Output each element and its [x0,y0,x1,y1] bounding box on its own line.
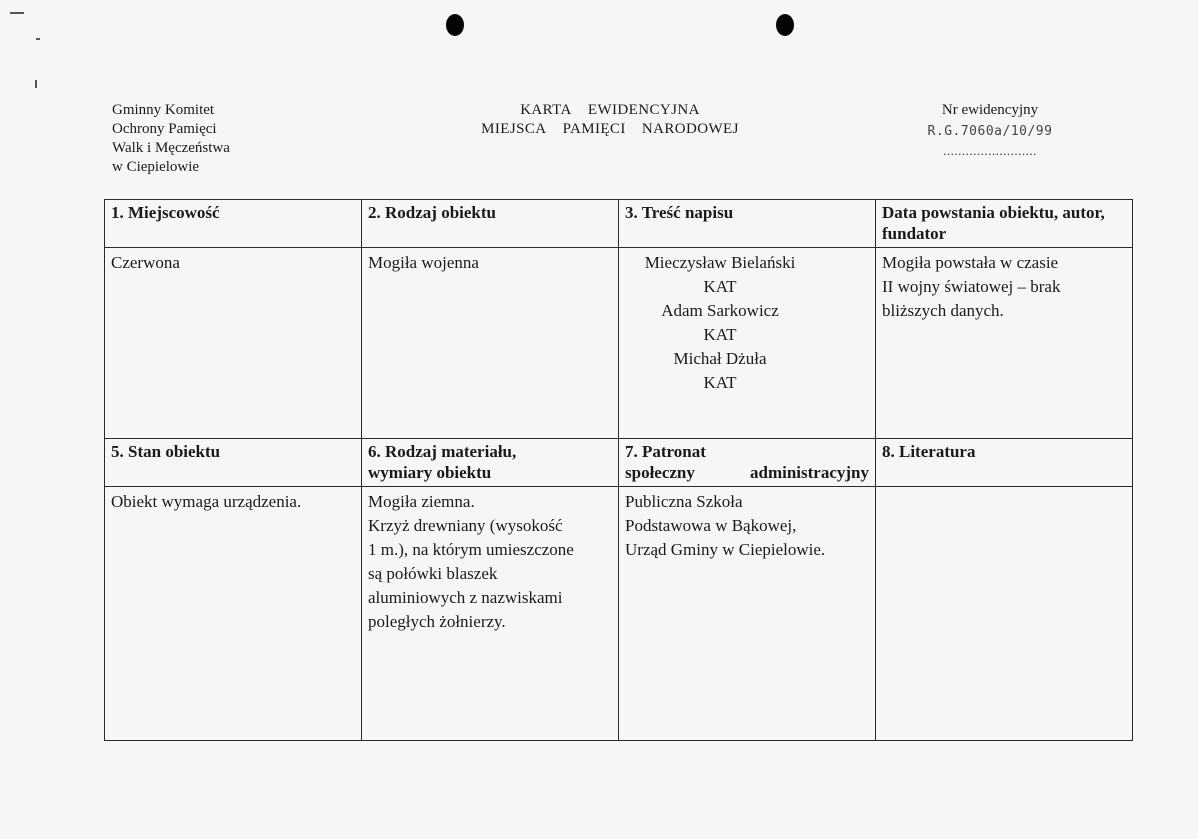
cell-miejscowosc: Czerwona [105,248,362,439]
inscription-line: Michał Dżuła [673,349,767,368]
inscription-line: KAT [703,373,737,392]
date-line: II wojny światowej – brak [882,277,1061,296]
header-literatura: 8. Literatura [876,439,1133,487]
header-line: 6. Rodzaj materiału, [368,442,517,461]
committee-line: w Ciepielowie [112,159,200,175]
scan-speck [36,38,40,40]
title-word: KARTA [520,102,572,118]
title-word: PAMIĘCI [562,121,626,137]
punch-hole-left [446,14,464,36]
patronat-line: Publiczna Szkoła [625,492,743,511]
date-line: Mogiła powstała w czasie [882,253,1059,272]
header-stan-obiektu: 5. Stan obiektu [105,439,362,487]
data-row-1 [105,248,1133,439]
record-card-table [104,199,1133,741]
committee-line: Walk i Męczeństwa [112,140,230,156]
material-line: Mogiła ziemna. [368,492,475,511]
patronat-line: Urząd Gminy w Ciepielowie. [625,540,826,559]
header-tresc-napisu: 3. Treść napisu [619,200,876,248]
header-patronat-spoleczny: społeczny [625,463,695,482]
header-row-2 [105,439,1133,487]
scan-speck [10,12,24,14]
material-line: Krzyż drewniany (wysokość [368,516,563,535]
header-row-1 [105,200,1133,248]
header-line: 7. Patronat [625,442,706,461]
title-word: MIEJSCA [481,121,547,137]
data-row-2 [105,487,1133,741]
inscription-line: Mieczysław Bielański [644,253,796,272]
header-patronat-administracyjny: administracyjny [750,463,869,482]
inscription-line: KAT [703,277,737,296]
header-rodzaj-obiektu: 2. Rodzaj obiektu [362,200,619,248]
header-patronat [619,439,876,487]
material-line: poległych żołnierzy. [368,612,506,631]
cell-rodzaj-obiektu: Mogiła wojenna [362,248,619,439]
cell-stan-obiektu: Obiekt wymaga urządzenia. [105,487,362,741]
header-data-powstania: Data powstania obiektu, autor, fundator [876,200,1133,248]
date-line: bliższych danych. [882,301,1004,320]
registration-number [915,101,1065,160]
cell-data-powstania [876,248,1133,439]
scan-speck [35,80,37,88]
nr-value-stamp: R.G.7060a/10/99 [927,124,1053,139]
punch-hole-right [776,14,794,36]
material-line: aluminiowych z nazwiskami [368,588,563,607]
title-word: NARODOWEJ [641,121,739,137]
cell-literatura [876,487,1133,741]
committee-name [112,101,230,177]
title-word: EWIDENCYJNA [587,102,700,118]
header-line: wymiary obiektu [368,463,492,482]
cell-rodzaj-materialu [362,487,619,741]
inscription-line: Adam Sarkowicz [661,301,779,320]
inscription-line: KAT [703,325,737,344]
committee-line: Gminny Komitet [112,102,215,118]
patronat-line: Podstawowa w Bąkowej, [625,516,797,535]
committee-line: Ochrony Pamięci [112,121,217,137]
nr-label: Nr ewidencyjny [941,102,1039,118]
header-miejscowosc: 1. Miejscowość [105,200,362,248]
cell-patronat [619,487,876,741]
material-line: są połówki blaszek [368,564,498,583]
document-title [410,101,810,139]
material-line: 1 m.), na którym umieszczone [368,540,574,559]
nr-dotted-line: ......................... [943,143,1037,158]
cell-tresc-napisu [619,248,876,439]
header-rodzaj-materialu [362,439,619,487]
